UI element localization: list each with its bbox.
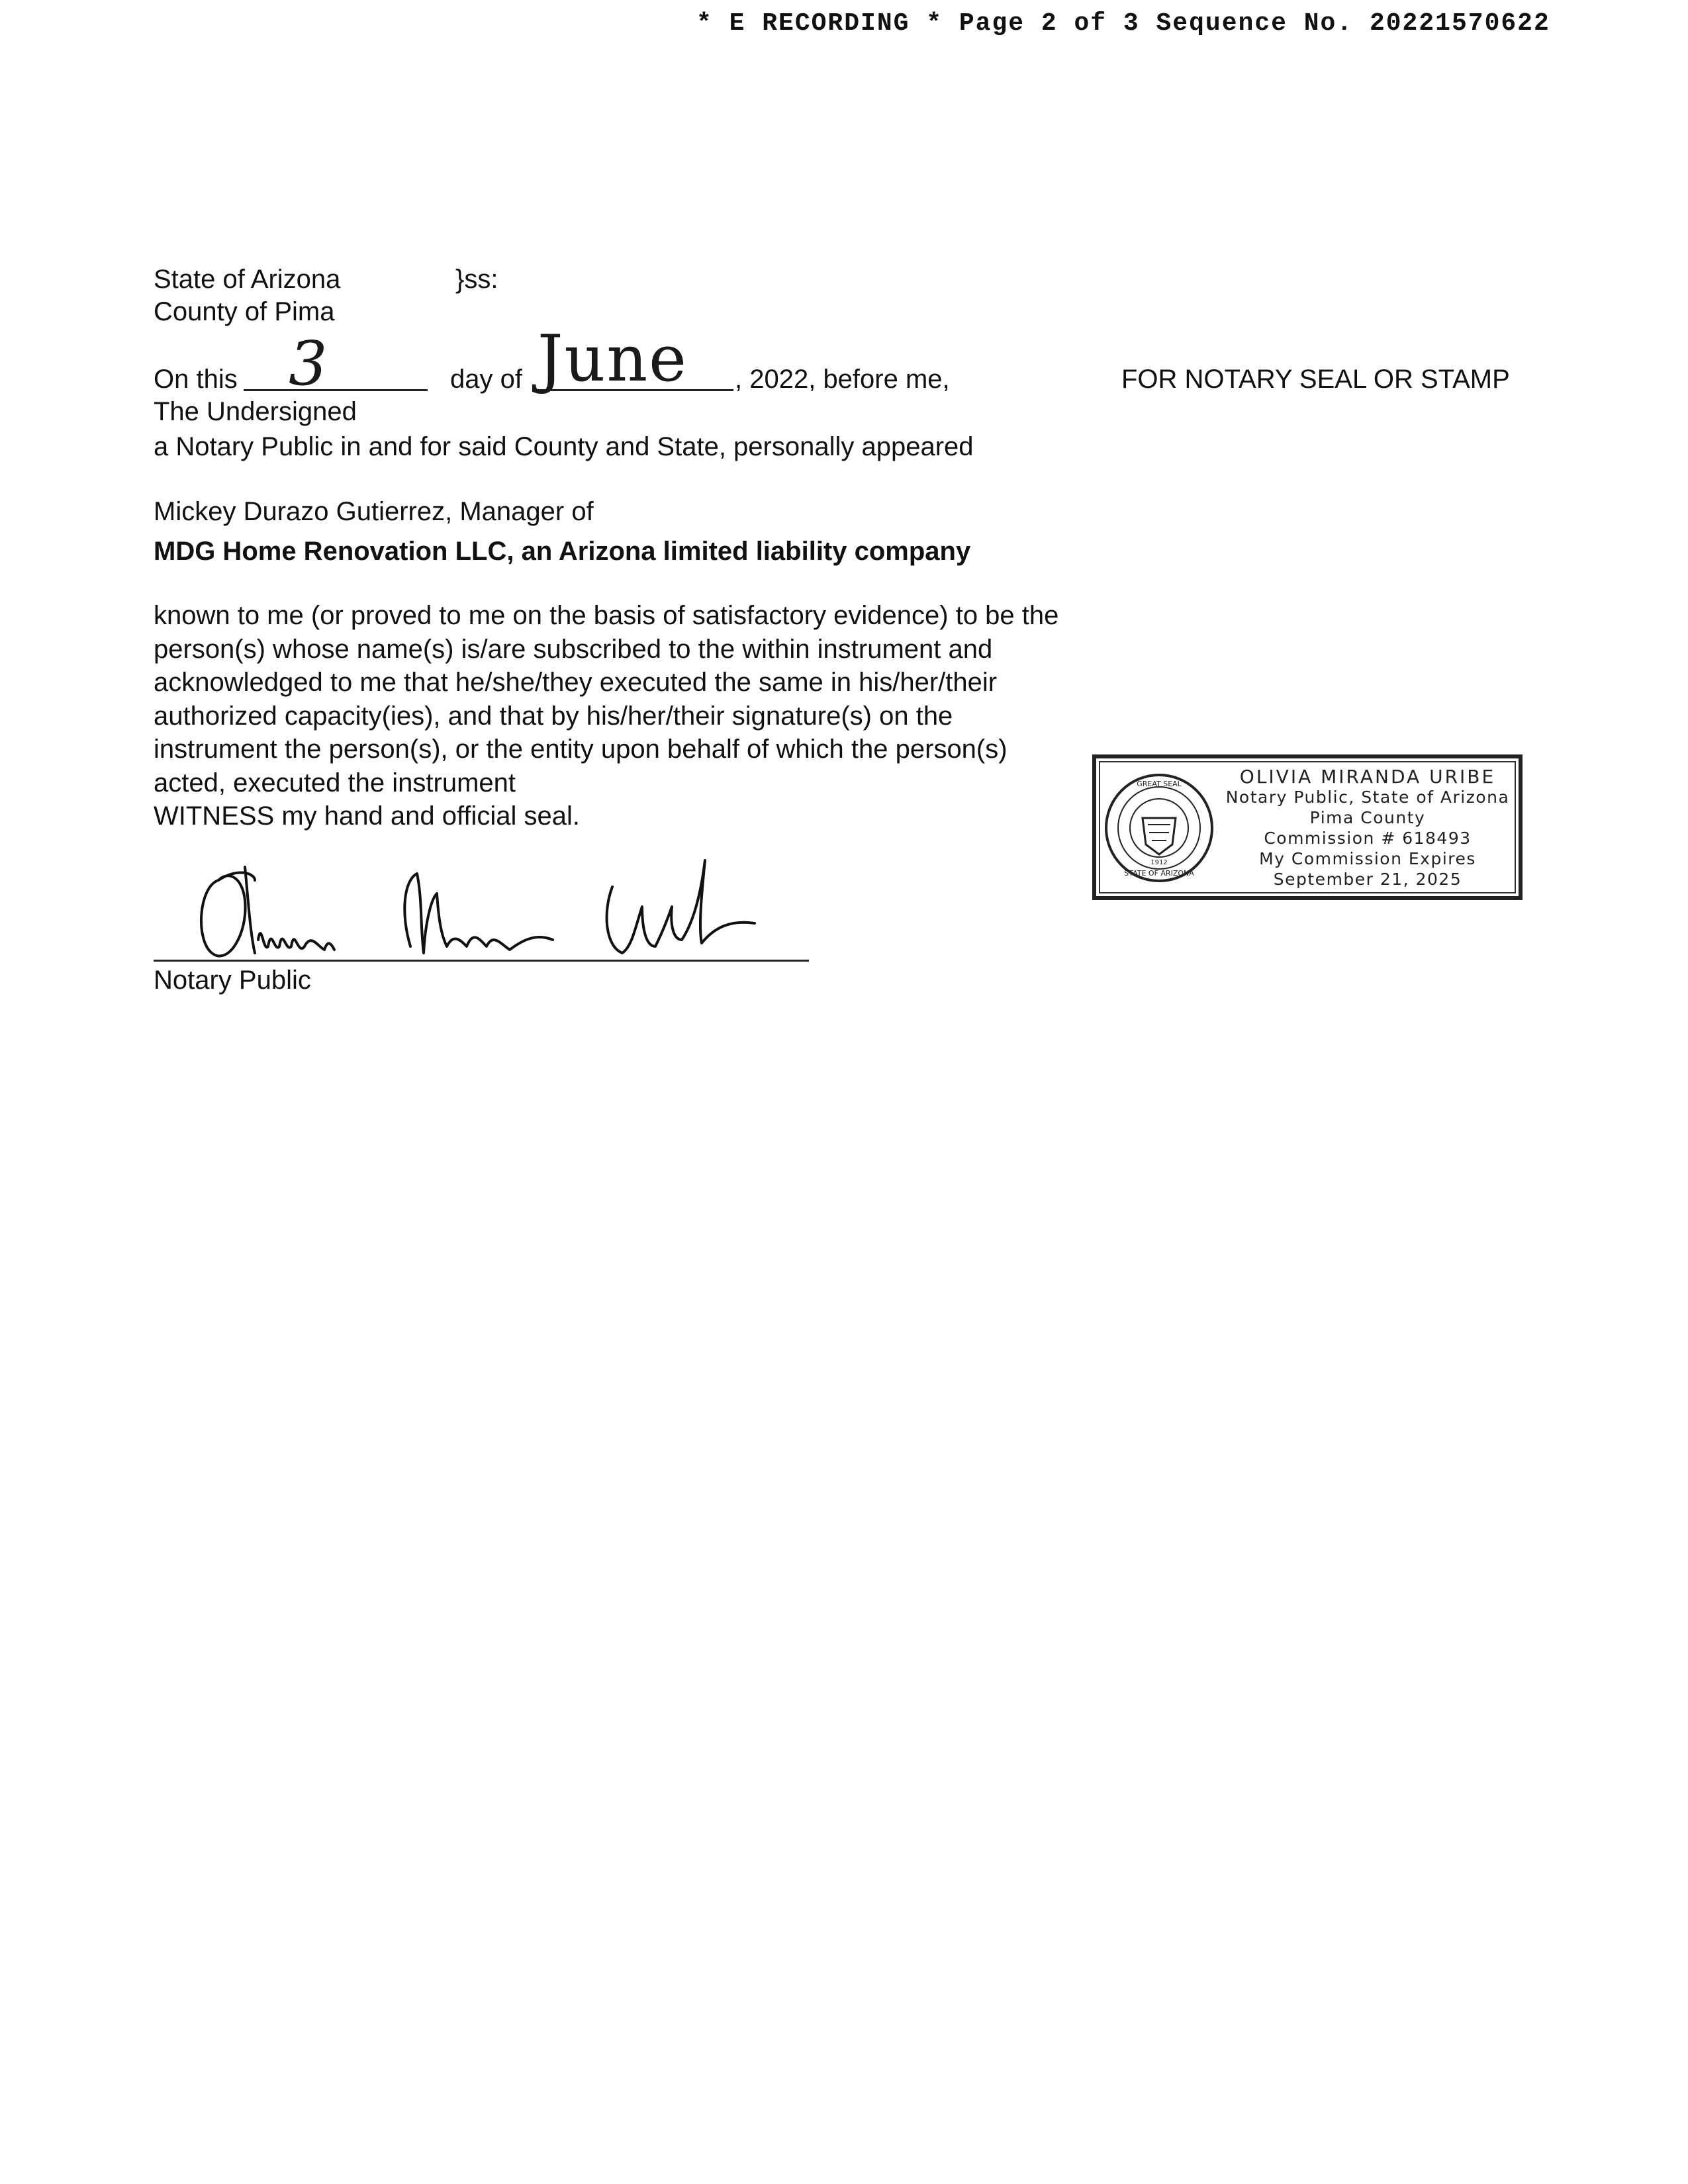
- notary-signature: [192, 841, 788, 973]
- year-before-me: , 2022, before me,: [735, 365, 950, 394]
- signer-name-line: Mickey Durazo Gutierrez, Manager of: [154, 497, 594, 526]
- state-seal-icon: [1103, 772, 1215, 884]
- body-line: known to me (or proved to me on the basis of satisfactory evidence) to be the: [154, 601, 1059, 630]
- body-line: WITNESS my hand and official seal.: [154, 801, 580, 831]
- day-of-label: day of: [450, 365, 522, 394]
- signature-caption: Notary Public: [154, 966, 311, 995]
- stamp-line-county: Pima County: [1309, 808, 1426, 827]
- body-line: authorized capacity(ies), and that by his/her/their signature(s) on the: [154, 701, 953, 731]
- seal-box-label: FOR NOTARY SEAL OR STAMP: [1121, 365, 1510, 394]
- stamp-line-state: Notary Public, State of Arizona: [1225, 788, 1510, 807]
- venue-county: County of Pima: [154, 297, 335, 326]
- stamp-notary-name: OLIVIA MIRANDA URIBE: [1239, 766, 1496, 788]
- day-blank-line: [244, 389, 428, 391]
- officer-name: The Undersigned: [154, 397, 357, 426]
- svg-text:STATE OF ARIZONA: STATE OF ARIZONA: [1124, 869, 1194, 878]
- body-line: instrument the person(s), or the entity upon behalf of which the person(s): [154, 735, 1008, 764]
- officer-title-line: a Notary Public in and for said County and State, personally appeared: [154, 432, 974, 461]
- on-this-label: On this: [154, 365, 238, 394]
- venue-ss: }ss:: [455, 265, 498, 294]
- stamp-line-commission: Commission # 618493: [1264, 829, 1472, 848]
- recording-header: * E RECORDING * Page 2 of 3 Sequence No. 20221570622: [696, 9, 1550, 38]
- svg-text:1912: 1912: [1150, 859, 1168, 866]
- handwritten-month: June: [538, 322, 688, 396]
- body-line: person(s) whose name(s) is/are subscribed to the within instrument and: [154, 634, 993, 664]
- venue-state: State of Arizona: [154, 265, 341, 294]
- body-line: acted, executed the instrument: [154, 768, 516, 797]
- body-line: acknowledged to me that he/she/they executed the same in his/her/their: [154, 668, 998, 697]
- acknowledgment-body: [154, 599, 1058, 833]
- notary-stamp: [1092, 754, 1523, 900]
- svg-text:GREAT SEAL: GREAT SEAL: [1137, 780, 1182, 788]
- stamp-line-expires-date: September 21, 2025: [1273, 870, 1462, 889]
- handwritten-day: 3: [289, 328, 328, 399]
- stamp-line-expires-label: My Commission Expires: [1259, 849, 1476, 868]
- signer-entity-line: MDG Home Renovation LLC, an Arizona limited liability company: [154, 537, 971, 566]
